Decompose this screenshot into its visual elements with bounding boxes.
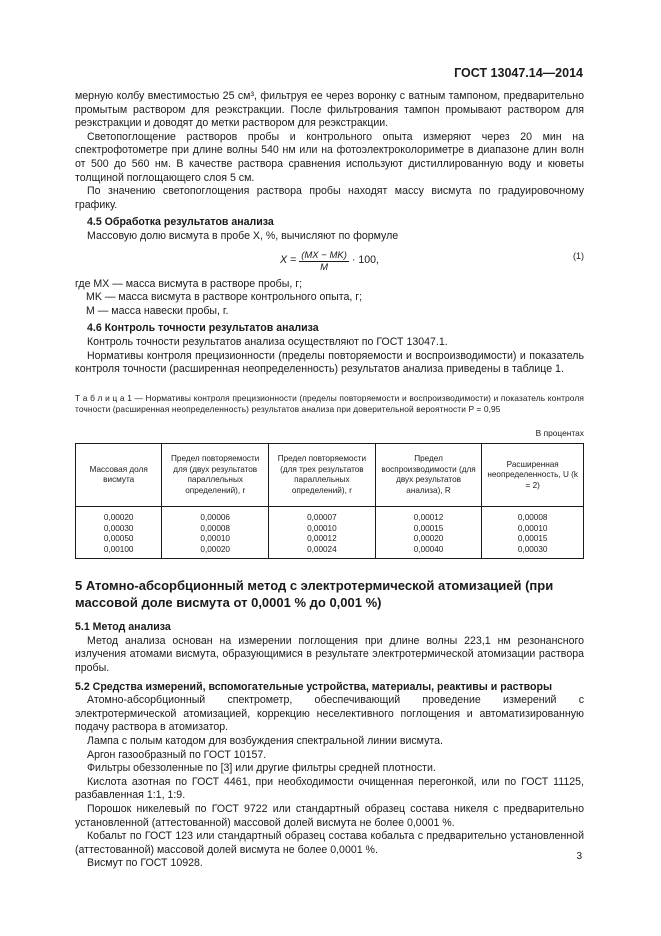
formula-tail: · 100, [351,254,379,267]
list-item: Кобальт по ГОСТ 123 или стандартный образец состава кобальта с предварительно установленной (аттестованной) массовой долей висмута не более 0,0001 %. [75,830,584,856]
page-number: 3 [576,851,582,862]
table-cell: 0,00006 [162,507,269,524]
table-row [76,545,584,559]
table-cell: 0,00008 [482,507,584,524]
section-5-2-title: 5.2 Средства измерений, вспомогательные устройства, материалы, реактивы и растворы [75,680,553,693]
list-item: Висмут по ГОСТ 10928. [87,857,203,870]
list-item: Атомно-абсорбционный спектрометр, обеспечивающий проведение измерений с электротермической атомизацией, коррекцию неселективного поглощения и автоматизированную подачу раствора в атомизатор. [75,694,584,734]
table-1 [75,443,584,559]
table-cell: 0,00010 [482,524,584,535]
table-cell: 0,00010 [162,534,269,545]
formula-fraction [299,250,349,273]
list-item: Порошок никелевый по ГОСТ 9722 или стандартный образец состава никеля с предварительно установленной (аттестованной) массовой долей висмута не более 0,0001 %. [75,803,584,829]
table-cell: 0,00024 [269,545,376,559]
intro-paragraph-3: По значению светопоглощения раствора пробы находят массу висмута по градуировочному графику. [75,185,584,211]
table-header-uncertainty: Расширенная неопределенность, U (k = 2) [482,444,584,507]
table-cell: 0,00012 [375,507,482,524]
section-4-6-title: 4.6 Контроль точности результатов анализа [87,322,319,335]
table-cell: 0,00015 [482,534,584,545]
formula-1 [75,246,584,276]
table-cell: 0,00040 [375,545,482,559]
table-1-caption: Т а б л и ц а 1 — Нормативы контроля прецизионности (пределы повторяемости и воспроизводимости) и показатель контроля точности (расширенная неопределенность) результатов анализа при доверительной вероятности P = 0,95 [75,392,584,414]
table-cell: 0,00007 [269,507,376,524]
table-1-unit: В процентах [535,427,584,438]
section-4-5-title: 4.5 Обработка результатов анализа [87,216,274,229]
document-header: ГОСТ 13047.14—2014 [454,66,583,80]
section-4-6-text-2: Нормативы контроля прецизионности (пределы повторяемости и воспроизводимости) и показатель контроля точности (расширенная неопределенность) результатов анализа приведены в таблице 1. [75,349,584,376]
formula-legend [75,278,584,319]
table-cell: 0,00020 [162,545,269,559]
section-5-title: 5 Атомно-абсорбционный метод с электротермической атомизацией (при массовой доле висмута от 0,0001 % до 0,001 %) [75,578,554,611]
table-cell: 0,00010 [269,524,376,535]
table-cell: 0,00008 [162,524,269,535]
list-item: Фильтры обеззоленные по [3] или другие фильтры средней плотности. [87,762,436,775]
table-header-repeatability-two: Предел повторяемости для (двух результатов параллельных определений), r [162,444,269,507]
section-5-1-text: Метод анализа основан на измерении поглощения при длине волны 223,1 нм резонансного излучения атомами висмута, образующимися в результате электротермической атомизации раствора пробы. [75,634,584,675]
table-cell: 0,00030 [482,545,584,559]
formula-denominator: M [320,261,328,273]
formula-numerator: (MX − MK) [301,249,347,261]
table-cell: 0,00020 [76,507,162,524]
list-item: Кислота азотная по ГОСТ 4461, при необходимости очищенная перегонкой, или по ГОСТ 11125, разбавленная 1:1, 1:9. [75,775,584,802]
table-cell: 0,00015 [375,524,482,535]
legend-line-m: M — масса навески пробы, г. [86,304,229,317]
intro-paragraph-1: мерную колбу вместимостью 25 см³, фильтруя ее через воронку с ватным тампоном, предварительно промытым раствором для реэкстракции. После фильтрования тампон промывают раствором для реэкстракции и доводят до метки раствором для реэкстракции. [75,90,584,130]
table-cell: 0,00030 [76,524,162,535]
list-item: Лампа с полым катодом для возбуждения спектральной линии висмута. [87,735,443,748]
section-4-5-text: Массовую долю висмута в пробе X, %, вычисляют по формуле [87,229,399,242]
section-4-6-text-1: Контроль точности результатов анализа осуществляют по ГОСТ 13047.1. [87,335,448,348]
table-cell: 0,00050 [76,534,162,545]
table-header-mass-fraction: Массовая доля висмута [76,444,162,507]
document-body [75,90,584,871]
formula-number: (1) [573,250,584,261]
list-item: Аргон газообразный по ГОСТ 10157. [87,748,267,761]
intro-paragraph-2: Светопоглощение растворов пробы и контрольного опыта измеряют через 20 мин на спектрофотометре при длине волны 540 нм или на фотоэлектроколориметре в диапазоне длин волн от 500 до 560 нм. В качестве раствора сравнения используют дистиллированную воду и кюветы толщиной поглощающего слоя 5 см. [75,130,584,184]
table-header-repeatability-three: Предел повторяемости (для трех результатов параллельных определений), r [269,444,376,507]
table-row [76,534,584,545]
table-header-reproducibility: Предел воспроизводимости (для двух результатов анализа), R [375,444,482,507]
table-row [76,524,584,535]
formula-lhs: X = [280,254,297,267]
table-cell: 0,00020 [375,534,482,545]
section-5-1-title: 5.1 Метод анализа [75,621,171,634]
table-cell: 0,00012 [269,534,376,545]
table-row [76,507,584,524]
legend-line-mx: где MX — масса висмута в растворе пробы, г; [75,277,303,290]
table-cell: 0,00100 [76,545,162,559]
legend-line-mk: MK — масса висмута в растворе контрольного опыта, г; [86,291,363,304]
